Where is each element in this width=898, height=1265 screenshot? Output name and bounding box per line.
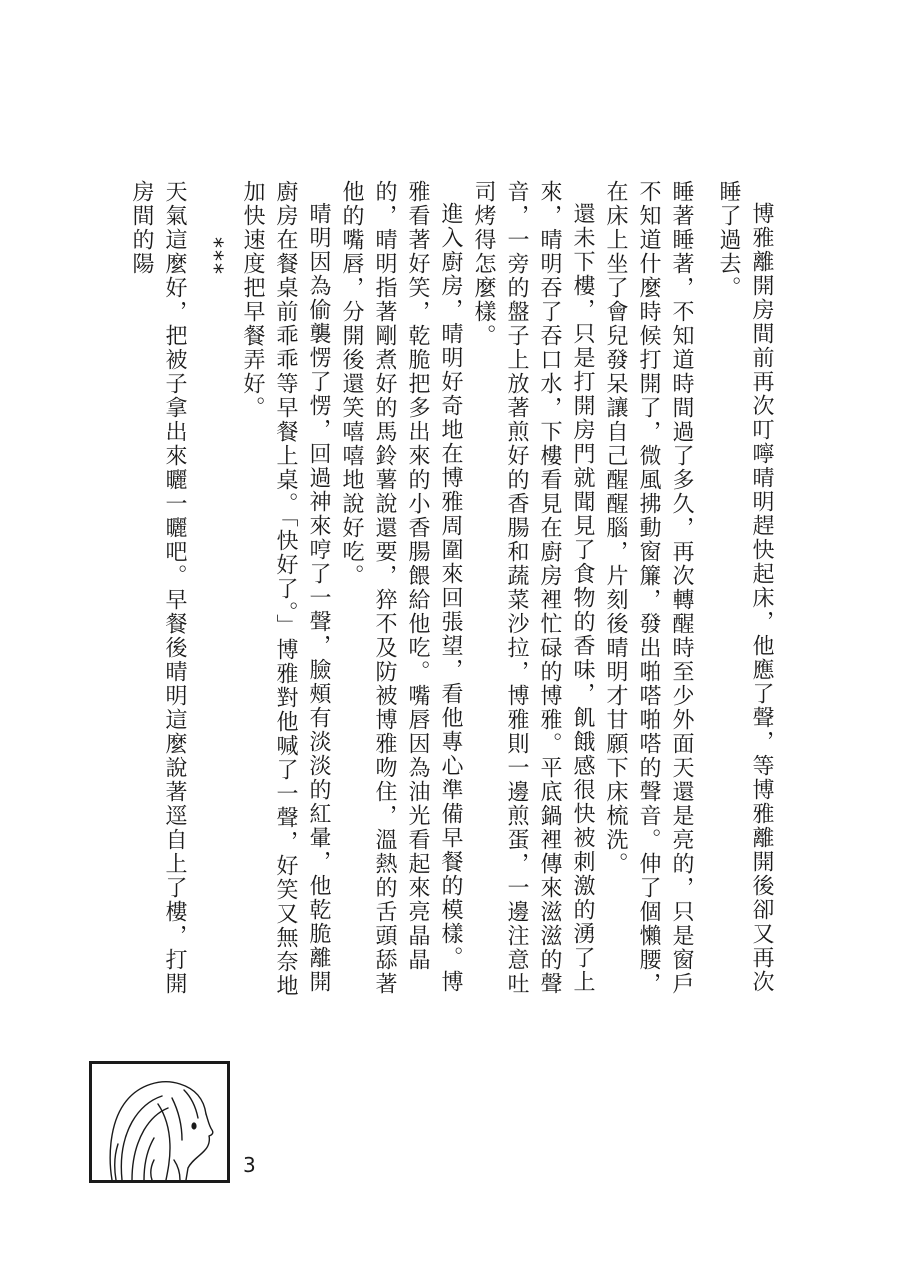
eye-icon	[191, 1122, 196, 1129]
scene-break: ***	[201, 237, 226, 277]
paragraph-1: 博雅離開房間前再次叮嚀晴明趕快起床，他應了聲，等博雅離開後卻又再次睡了過去。	[716, 180, 774, 994]
paragraph-6: 天氣這麼好，把被子拿出來曬一曬吧。早餐後晴明這麼說著逕自上了樓，打開房間的陽	[129, 180, 187, 996]
paragraph-5: 晴明因為偷襲愣了愣，回過神來哼了一聲，臉頰有淡淡的紅暈，他乾脆離開廚房在餐桌前乖乖等早餐上桌。「快好了。」博雅對他喊了一聲，好笑又無奈地加快速度把早餐弄好。	[240, 180, 331, 998]
page-number: 3	[243, 1153, 256, 1177]
paragraph-2: 睡著睡著，不知道時間過了多久，再次轉醒時至少外面天還是亮的，只是窗戶不知道什麼時候打開了，微風拂動窗簾，發出啪嗒啪嗒的聲音。伸了個懶腰，在床上坐了會兒發呆讓自己醒醒腦，片刻後晴明才甘願下床梳洗。	[603, 180, 694, 996]
paragraph-3: 還未下樓，只是打開房門就聞見了食物的香味，飢餓感很快被刺激的湧了上來，晴明吞了吞口水，下樓看見在廚房裡忙碌的博雅。平底鍋裡傳來滋滋的聲音，一旁的盤子上放著煎好的香腸和蔬菜沙拉，博雅則一邊煎蛋，一邊注意吐司烤得怎麼樣。	[471, 180, 595, 996]
character-head-illustration	[92, 1064, 227, 1180]
vertical-text-body	[125, 180, 778, 1000]
character-thumbnail	[89, 1061, 230, 1183]
paragraph-4: 進入廚房，晴明好奇地在博雅周圍來回張望，看他專心準備早餐的模樣。博雅看著好笑，乾脆把多出來的小香腸餵給他吃。嘴唇因為油光看起來亮晶晶的，晴明指著剛煮好的馬鈴薯說還要，猝不及防被博雅吻住，溫熱的舌頭舔著他的嘴唇，分開後還笑嘻嘻地說好吃。	[339, 180, 463, 996]
